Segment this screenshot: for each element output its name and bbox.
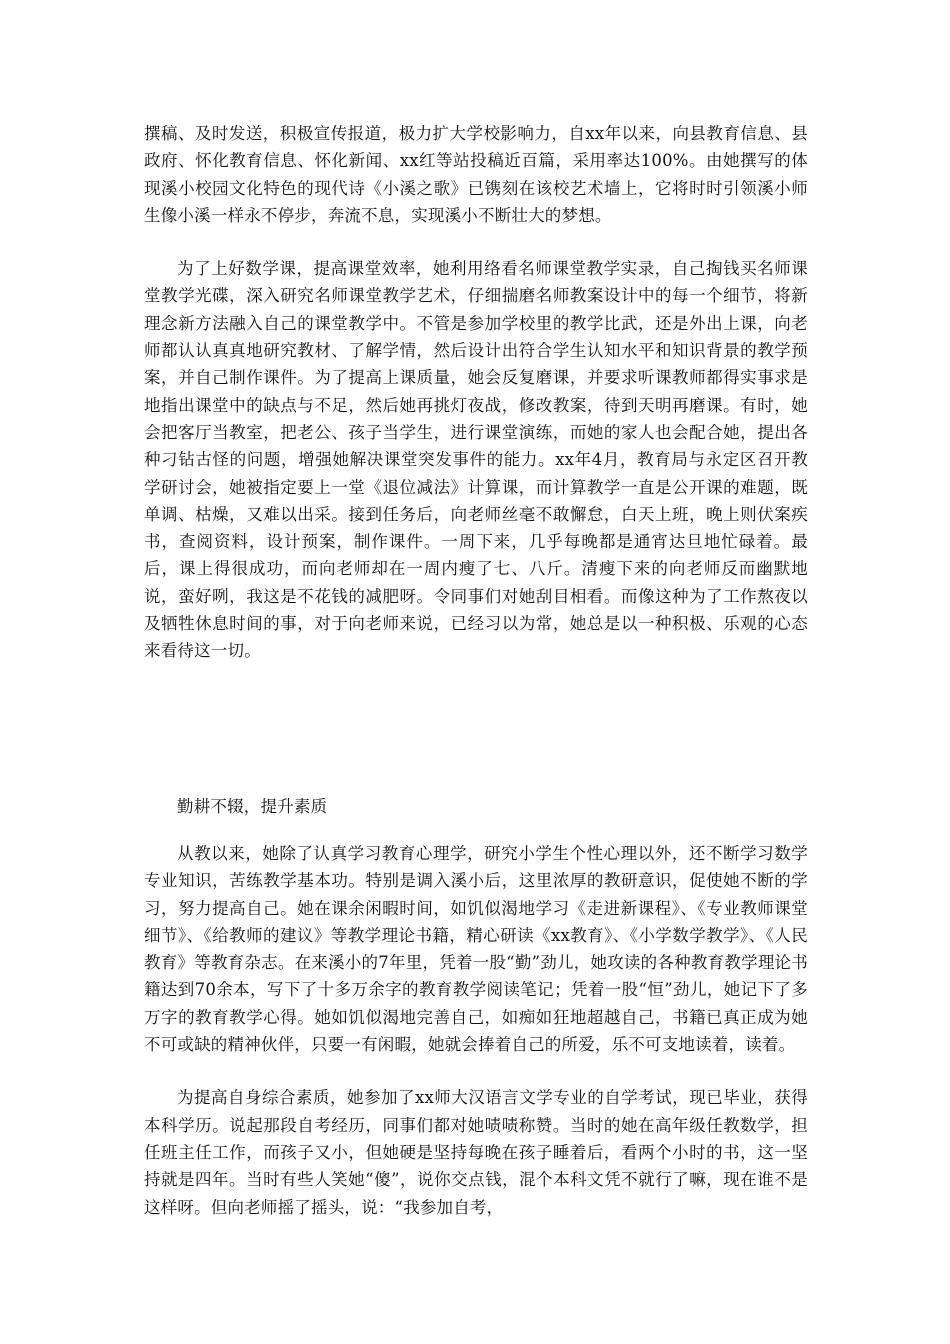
paragraph-2: 为了上好数学课，提高课堂效率，她利用络看名师课堂教学实录，自己掏钱买名师课堂教学光碟，深入研究名师课堂教学艺术，仔细揣磨名师教案设计中的每一个细节，将新理念新方法融入自己的课堂教学中。不管是参加学校里的教学比武，还是外出上课，向老师都认认真真地研究教材、了解学情，然后设计出符合学生认知水平和知识背景的教学预案，并自己制作课件。为了提高上课质量，她会反复磨课，并要求听课教师都得实事求是地指出课堂中的缺点与不足，然后她再挑灯夜战，修改教案，待到天明再磨课。有时，她会把客厅当教室，把老公、孩子当学生，进行课堂演练，而她的家人也会配合她，提出各种刁钻古怪的问题，增强她解决课堂突发事件的能力。xx年4月，教育局与永定区召开教学研讨会，她被指定要上一堂《退位减法》计算课，而计算教学一直是公开课的难题，既单调、枯燥，又难以出采。接到任务后，向老师丝毫不敢懈怠，白天上班，晚上则伏案疾书，查阅资料，设计预案，制作课件。一周下来，几乎每晚都是通宵达旦地忙碌着。最后，课上得很成功，而向老师却在一周内瘦了七、八斤。清瘦下来的向老师反而幽默地说，蛮好咧，我这是不花钱的减肥呀。令同事们对她刮目相看。而像这种为了工作熬夜以及牺牲休息时间的事，对于向老师来说，已经习以为常，她总是以一种积极、乐观的心态来看待这一切。	[144, 259, 808, 661]
paragraph-gap	[144, 1058, 808, 1084]
heading-gap	[144, 820, 808, 840]
paragraph-4: 为提高自身综合素质，她参加了xx师大汉语言文学专业的自学考试，现已毕业，获得本科学历。说起那段自考经历，同事们都对她啧啧称赞。当时的她在高年级任教数学，担任班主任工作，而孩子又小，但她硬是坚持每晚在孩子睡着后，看两个小时的书，这一坚持就是四年。当时有些人笑她“傻”，说你交点钱，混个本科文凭不就行了嘛，现在谁不是这样呀。但向老师摇了摇头，说：“我参加自考，	[144, 1088, 808, 1217]
paragraph-gap	[144, 229, 808, 255]
section-gap	[144, 665, 808, 793]
paragraph-1: 撰稿、及时发送，积极宣传报道，极力扩大学校影响力，自xx年以来，向县教育信息、县政府、怀化教育信息、怀化新闻、xx红等站投稿近百篇，采用率达100%。由她撰写的体现溪小校园文化特色的现代诗《小溪之歌》已镌刻在该校艺术墙上，它将时时引领溪小师生像小溪一样永不停步，奔流不息，实现溪小不断壮大的梦想。	[144, 124, 808, 225]
paragraph-3: 从教以来，她除了认真学习教育心理学，研究小学生个性心理以外，还不断学习数学专业知识，苦练教学基本功。特别是调入溪小后，这里浓厚的教研意识，促使她不断的学习，努力提高自己。她在课余闲暇时间，如饥似渴地学习《走进新课程》、《专业教师课堂细节》、《给教师的建议》等教学理论书籍，精心研读《xx教育》、《小学数学教学》、《人民教育》等教育杂志。在来溪小的7年里，凭着一股“勤”劲儿，她攻读的各种教育教学理论书籍达到70余本，写下了十多万余字的教育教学阅读笔记；凭着一股“恒”劲儿，她记下了多万字的教育教学心得。她如饥似渴地完善自己，如痴如狂地超越自己，书籍已真正成为她不可或缺的精神伙伴，只要一有闲暇，她就会捧着自己的所爱，乐不可支地读着，读着。	[144, 843, 808, 1055]
document-page	[144, 120, 808, 1221]
section-heading: 勤耕不辍，提升素质	[177, 796, 328, 816]
